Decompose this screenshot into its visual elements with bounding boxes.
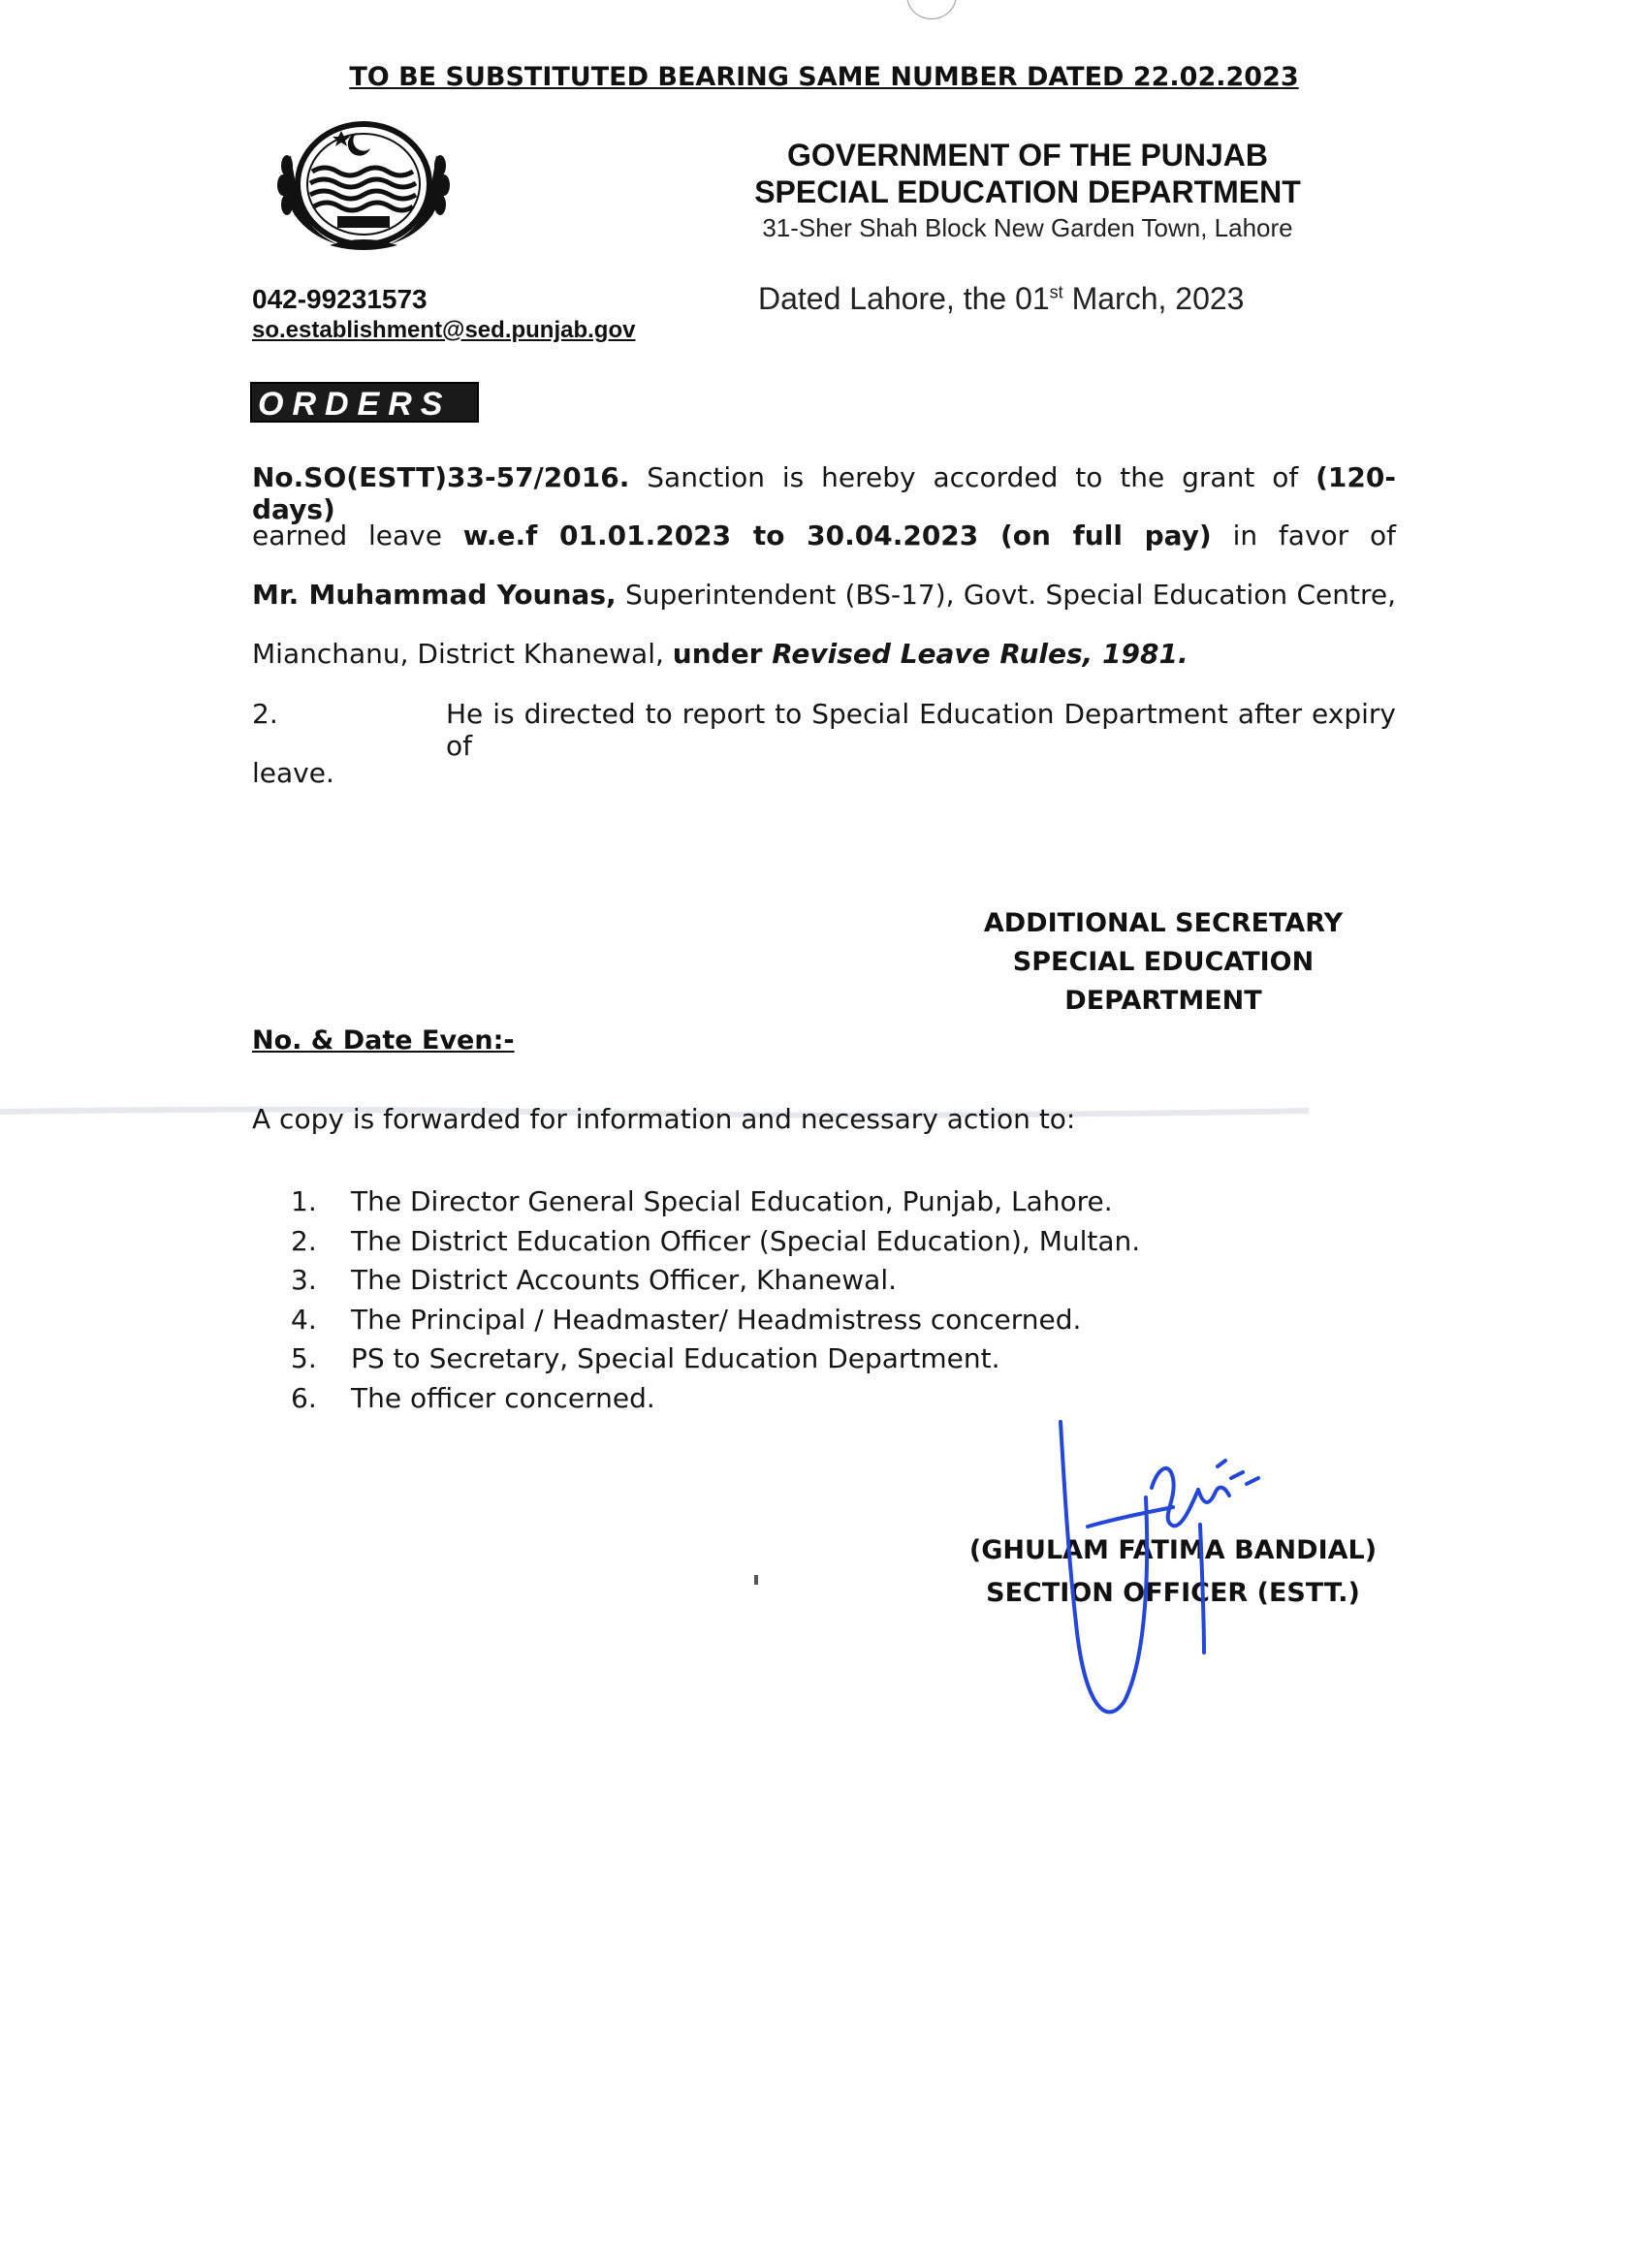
copy-forward-intro: A copy is forwarded for information and necessary action to:: [252, 1103, 1076, 1135]
section-officer-title: SECTION OFFICER (ESTT.): [986, 1578, 1360, 1608]
leave-rules: Revised Leave Rules, 1981.: [772, 638, 1188, 670]
punjab-emblem-logo: [262, 111, 465, 267]
additional-secretary-line-1: ADDITIONAL SECRETARY: [983, 908, 1344, 938]
list-item: 6. The officer concerned.: [291, 1381, 655, 1414]
dated-prefix: Dated Lahore, the 01: [758, 281, 1050, 316]
order-text-b: earned leave: [252, 520, 463, 551]
paragraph-2-line-1: He is directed to report to Special Education Department after expiry of: [446, 698, 1396, 762]
list-item: 3. The District Accounts Officer, Khanewal.: [291, 1264, 898, 1296]
paragraph-2-line-2: leave.: [252, 757, 334, 789]
dated-superscript: st: [1049, 282, 1063, 302]
list-item: 2. The District Education Officer (Special Education), Multan.: [291, 1224, 1141, 1257]
additional-secretary-block: [950, 904, 1377, 1021]
leave-dates: w.e.f 01.01.2023 to 30.04.2023 (on full pay): [462, 520, 1212, 551]
phone-number: 042-99231573: [252, 284, 428, 314]
order-number: No.SO(ESTT)33-57/2016.: [252, 461, 630, 493]
paragraph-2-number: 2.: [252, 698, 278, 730]
orders-label: ORDERS: [250, 382, 479, 423]
order-text-e: Mianchanu, District Khanewal,: [252, 638, 673, 670]
handwritten-signature: [1028, 1410, 1280, 1730]
substitution-note: TO BE SUBSTITUTED BEARING SAME NUMBER DATED 22.02.2023: [349, 62, 1299, 92]
list-item: 5. PS to Secretary, Special Education Department.: [291, 1342, 1000, 1374]
order-line-1: [252, 461, 1396, 525]
order-line-3: [252, 579, 1396, 611]
dated-line: [758, 281, 1244, 317]
dated-suffix: March, 2023: [1062, 281, 1245, 316]
speck-mark: [754, 1575, 758, 1585]
distribution-list: [291, 1182, 1140, 1418]
additional-secretary-line-3: DEPARTMENT: [1064, 986, 1262, 1016]
email-address: so.establishment@sed.punjab.gov: [252, 317, 636, 343]
order-text-c: in favor of: [1211, 520, 1396, 551]
order-text-a: Sanction is hereby accorded to the grant of: [629, 461, 1316, 493]
employee-name: Mr. Muhammad Younas,: [252, 579, 617, 611]
government-heading: GOVERNMENT OF THE PUNJAB: [786, 138, 1269, 173]
department-address: 31-Sher Shah Block New Garden Town, Lahore: [762, 213, 1293, 242]
order-text-d: Superintendent (BS-17), Govt. Special Education Centre,: [616, 579, 1396, 611]
section-officer-name: (GHULAM FATIMA BANDIAL): [968, 1535, 1378, 1565]
department-heading: SPECIAL EDUCATION DEPARTMENT: [754, 174, 1301, 209]
order-line-4: [252, 638, 1396, 670]
additional-secretary-line-2: SPECIAL EDUCATION: [1012, 947, 1315, 977]
order-line-2: [252, 520, 1396, 551]
no-date-even: No. & Date Even:-: [252, 1025, 515, 1055]
leave-days: (120-days): [252, 461, 1396, 525]
order-under: under: [672, 638, 773, 670]
list-item: 1. The Director General Special Education, Punjab, Lahore.: [291, 1185, 1113, 1217]
list-item: 4. The Principal / Headmaster/ Headmistress concerned.: [291, 1303, 1082, 1336]
punch-hole-mark: [906, 0, 957, 19]
